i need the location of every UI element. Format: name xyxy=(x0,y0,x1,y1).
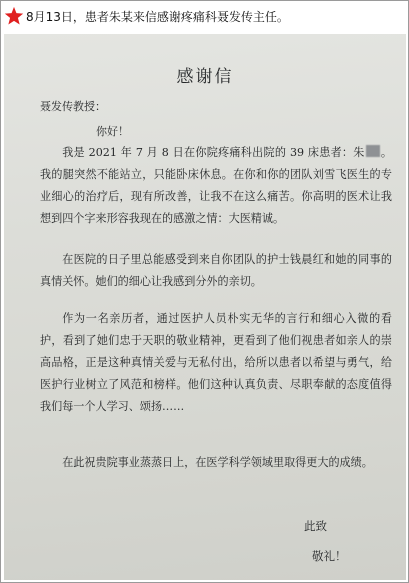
letter-paragraph-1 xyxy=(40,142,392,230)
letter-photo xyxy=(4,34,406,580)
caption-text: 8月13日，患者朱某来信感谢疼痛科聂发传主任。 xyxy=(26,9,289,24)
paragraph-1-end: 。我的腿突然不能站立，只能卧床休息。在你和你的团队刘雪飞医生的专业细心的治疗后，现有所改善，让我不在这么痛苦。你高明的医术让我想到四个字来形容我现在的感激之情：大医精诚。 xyxy=(40,146,392,225)
closing-line-1: 此致 xyxy=(304,519,327,533)
letter-salutation: 聂发传教授： xyxy=(40,100,106,113)
redacted-name xyxy=(366,145,380,157)
letter-paragraph-3: 作为一名亲历者，通过医护人员朴实无华的言行和细心入微的看护，看到了她们忠于天职的敬业精神，更看到了他们视患者如亲人的崇高品格，正是这种真情关爱与无私付出，给所以患者以希望与勇气，给医护行业树立了风范和榜样。他们这种认真负责、尽职奉献的态度值得我们每一个人学习、颂扬…… xyxy=(40,312,392,413)
star-icon xyxy=(4,6,24,26)
caption-header xyxy=(4,5,404,27)
letter-title: 感谢信 xyxy=(176,67,234,87)
letter-paragraph-4: 在此祝贵院事业蒸蒸日上，在医学科学领域里取得更大的成绩。 xyxy=(62,456,373,469)
letter-paragraph-2: 在医院的日子里总能感受到来自你团队的护士钱晨红和她的同事的真情关怀。她们的细心让我感到分外的亲切。 xyxy=(40,253,392,288)
paragraph-1-start: 我是 2021 年 7 月 8 日在你院疼痛科出院的 39 床患者：朱 xyxy=(62,146,365,159)
letter-greeting: 你好！ xyxy=(96,125,129,138)
closing-line-2: 敬礼！ xyxy=(312,549,347,563)
